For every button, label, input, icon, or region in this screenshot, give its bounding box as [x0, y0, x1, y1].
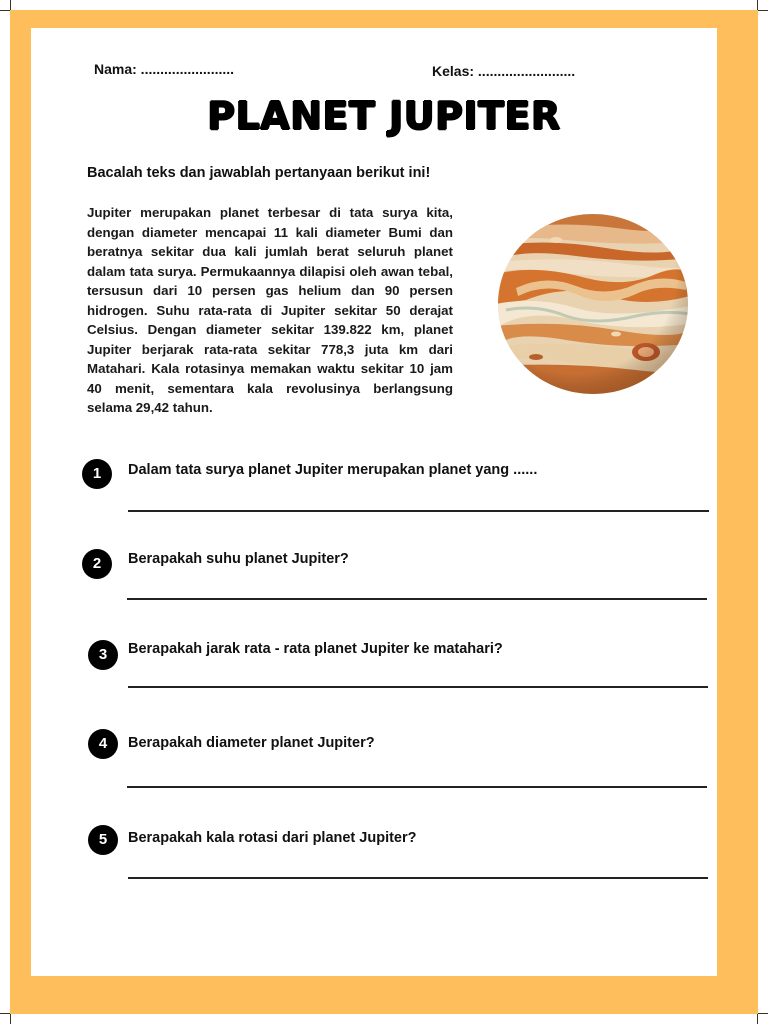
question-number-badge: 3 [88, 640, 118, 670]
question-text: Berapakah suhu planet Jupiter? [128, 551, 349, 567]
question-number-badge: 5 [88, 825, 118, 855]
answer-line[interactable] [128, 877, 708, 879]
crop-mark [757, 1014, 758, 1024]
answer-line[interactable] [127, 786, 707, 788]
crop-mark [0, 1013, 10, 1014]
crop-mark [0, 10, 10, 11]
question-number-badge: 2 [82, 549, 112, 579]
crop-mark [10, 1014, 11, 1024]
question-number-badge: 1 [82, 459, 112, 489]
page-title: PLANET JUPITER [207, 94, 561, 138]
question-text: Berapakah jarak rata - rata planet Jupiter ke matahari? [128, 641, 503, 657]
crop-mark [10, 0, 11, 10]
crop-mark [757, 0, 758, 10]
instruction-text: Bacalah teks dan jawablah pertanyaan berikut ini! [87, 165, 431, 181]
question-text: Berapakah kala rotasi dari planet Jupiter? [128, 830, 417, 846]
answer-line[interactable] [128, 510, 709, 512]
crop-mark [758, 1013, 768, 1014]
question-number-badge: 4 [88, 729, 118, 759]
answer-line[interactable] [128, 686, 708, 688]
nama-field[interactable]: Nama: ........................ [94, 61, 235, 77]
answer-line[interactable] [127, 598, 707, 600]
question-text: Berapakah diameter planet Jupiter? [128, 735, 375, 751]
crop-mark [758, 10, 768, 11]
reading-passage: Jupiter merupakan planet terbesar di tata surya kita, dengan diameter mencapai 11 kali diameter Bumi dan beratnya sekitar dua kali jumlah berat seluruh planet dalam tata surya. Permukaannya dilapisi oleh awan tebal, tersusun dari 10 persen gas helium dan 90 persen hidrogen. Suhu rata-rata di Jupiter sekitar 50 derajat Celsius. Dengan diameter sekitar 139.822 km, planet Jupiter berjarak rata-rata sekitar 778,3 juta km dari Matahari. Kala rotasinya memakan waktu sekitar 10 jam 40 menit, sementara kala revolusinya berlangsung selama 29,42 tahun. [87, 205, 453, 415]
kelas-field[interactable]: Kelas: ......................... [432, 63, 576, 79]
question-text: Dalam tata surya planet Jupiter merupakan planet yang ...... [128, 462, 538, 478]
jupiter-planet-illustration [496, 212, 690, 396]
